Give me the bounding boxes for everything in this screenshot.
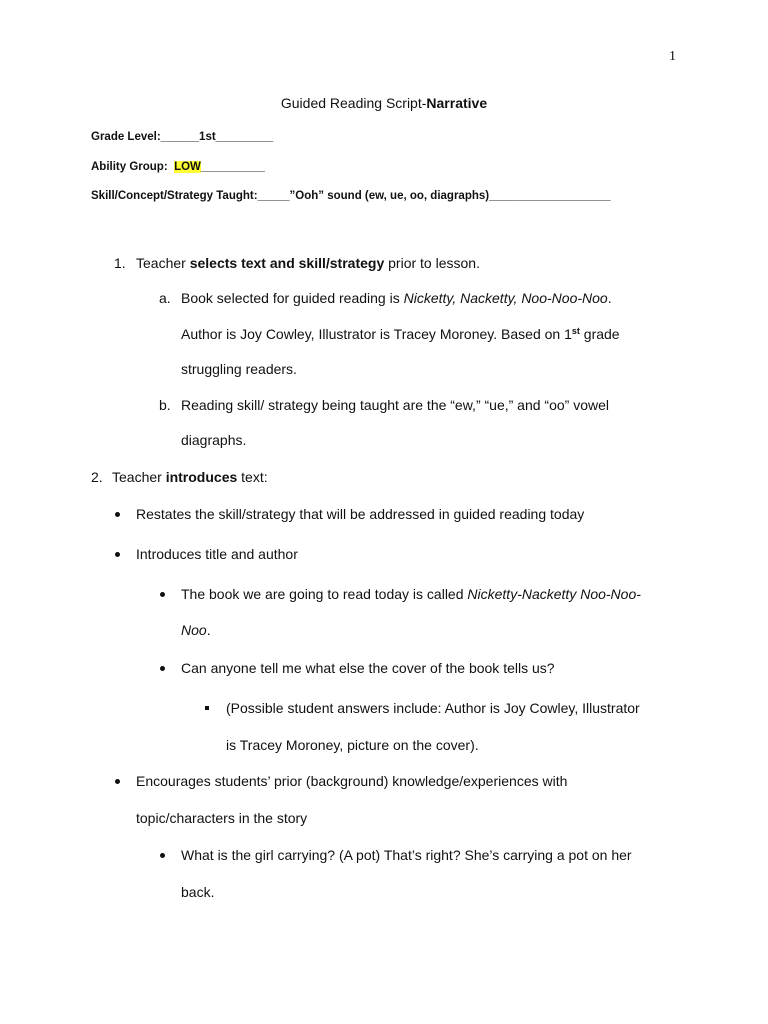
bullet-restates: Restates the skill/strategy that will be addressed in guided reading today	[136, 506, 585, 522]
ability-group-blank: __________	[200, 161, 265, 173]
grade-level-line	[91, 128, 273, 146]
title-plain: Guided Reading Script-	[280, 95, 427, 111]
bullet-icon	[160, 666, 165, 671]
step2-text	[112, 468, 268, 486]
bullet-book-line2	[181, 621, 211, 639]
grade-level-blank-post: _________	[215, 131, 274, 143]
encourages-line1: Encourages students’ prior (background) knowledge/experiences with	[136, 773, 568, 789]
book-title: Nicketty, Nacketty, Noo-Noo-Noo	[403, 290, 608, 306]
step1-marker: 1.	[114, 255, 126, 271]
bullet-book-title1: Nicketty-Nacketty Noo-Noo-	[467, 586, 641, 602]
step1b-line2: diagraphs.	[181, 432, 247, 448]
step1-pre: Teacher	[136, 255, 190, 271]
title-bold: Narrative	[426, 95, 488, 111]
grade-level-value: 1st	[199, 131, 216, 143]
girl-line2: back.	[181, 884, 215, 900]
skill-blank-post: ___________________	[489, 190, 611, 202]
step1a-line2-post: grade	[579, 326, 620, 342]
step1b-line1: Reading skill/ strategy being taught are the “ew,” “ue,” and “oo” vowel	[181, 397, 610, 413]
step1a-marker: a.	[159, 290, 171, 306]
step1a-line1-pre: Book selected for guided reading is	[181, 290, 404, 306]
skill-line	[91, 187, 611, 205]
step1a-line3: struggling readers.	[181, 361, 297, 377]
step1a-line2-pre: Author is Joy Cowley, Illustrator is Tracey Moroney. Based on 1	[181, 326, 572, 342]
girl-line1: What is the girl carrying? (A pot) That’s right? She’s carrying a pot on her	[181, 847, 632, 863]
skill-blank-pre: _____	[257, 190, 290, 202]
answer-line2: is Tracey Moroney, picture on the cover).	[226, 737, 479, 753]
bullet-introduces: Introduces title and author	[136, 546, 298, 562]
step1a-line2	[181, 325, 620, 343]
step2-marker: 2.	[91, 469, 103, 485]
step1a-line1	[181, 289, 612, 307]
encourages-line2: topic/characters in the story	[136, 810, 308, 826]
page-number: 1	[669, 49, 676, 64]
bullet-icon	[115, 779, 120, 784]
answer-line1: (Possible student answers include: Author is Joy Cowley, Illustrator	[226, 700, 640, 716]
skill-label: Skill/Concept/Strategy Taught:	[91, 190, 258, 202]
document-title	[0, 94, 768, 112]
skill-value: ”Ooh” sound (ew, ue, oo, diagraphs)	[289, 190, 490, 202]
square-bullet-icon	[205, 706, 209, 710]
bullet-book-post: .	[206, 622, 211, 638]
step1-text	[136, 254, 480, 272]
step2-pre: Teacher	[112, 469, 166, 485]
bullet-book-pre: The book we are going to read today is called	[181, 586, 468, 602]
bullet-book-title2: Noo	[181, 622, 207, 638]
bullet-book-line1	[181, 585, 641, 603]
bullet-icon	[160, 592, 165, 597]
ability-group-value: LOW	[174, 161, 201, 173]
ability-group-line	[91, 158, 265, 176]
step1b-marker: b.	[159, 397, 171, 413]
grade-level-label: Grade Level:	[91, 131, 161, 143]
step1a-superscript: st	[571, 326, 580, 336]
bullet-cover-question: Can anyone tell me what else the cover of the book tells us?	[181, 660, 555, 676]
bullet-icon	[160, 853, 165, 858]
step1a-line1-post: .	[607, 290, 612, 306]
step1-bold: selects text and skill/strategy	[189, 255, 385, 271]
ability-group-label: Ability Group:	[91, 161, 168, 173]
bullet-icon	[115, 552, 120, 557]
grade-level-blank-pre: ______	[160, 131, 200, 143]
bullet-icon	[115, 512, 120, 517]
step2-bold: introduces	[165, 469, 238, 485]
step1-post: prior to lesson.	[384, 255, 480, 271]
step2-post: text:	[237, 469, 268, 485]
